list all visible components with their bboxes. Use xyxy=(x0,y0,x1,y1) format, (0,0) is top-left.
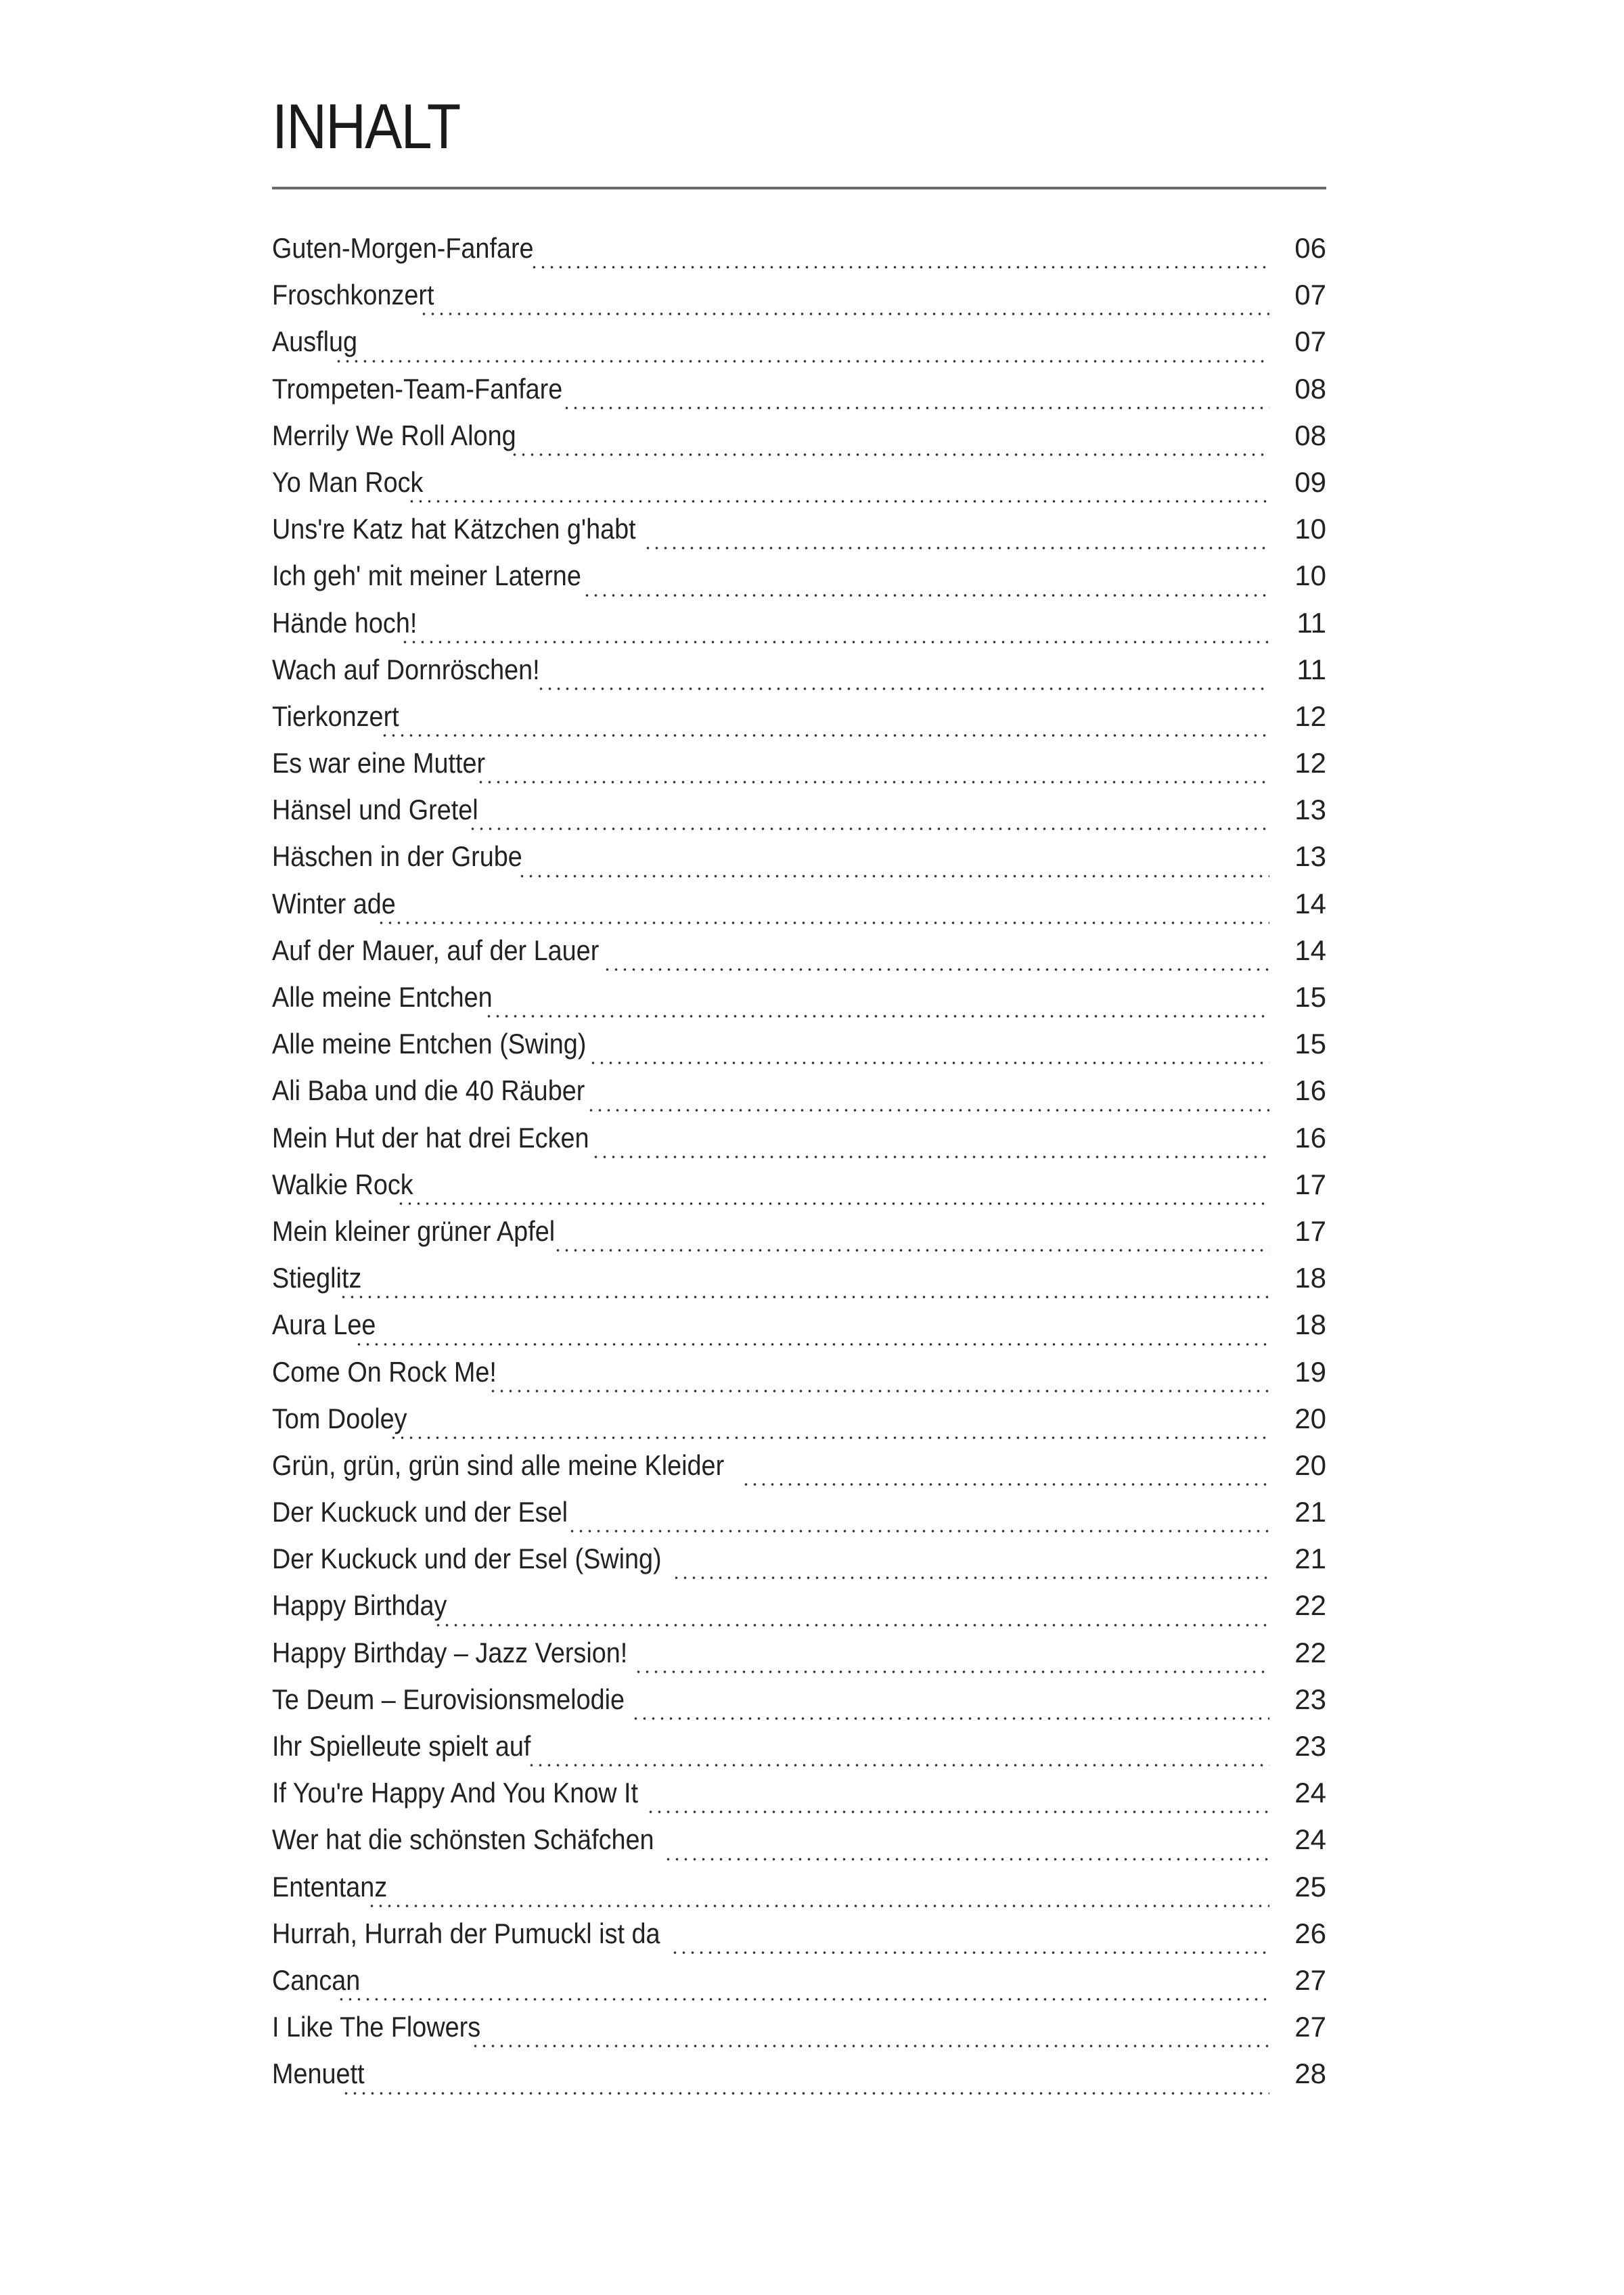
toc-entry-page: 27 xyxy=(1294,2011,1326,2043)
dot-leader xyxy=(671,1951,1269,1955)
dot-leader xyxy=(631,1717,1269,1721)
dot-leader xyxy=(420,312,1269,316)
toc-entry-title: Walkie Rock xyxy=(272,1168,413,1200)
toc-entry[interactable] xyxy=(272,1871,1326,1917)
toc-entry-title: If You're Happy And You Know It xyxy=(272,1777,639,1809)
dot-leader xyxy=(434,1623,1269,1627)
dot-leader xyxy=(554,1248,1269,1252)
toc-entry[interactable] xyxy=(272,466,1326,513)
toc-entry-title: Guten-Morgen-Fanfare xyxy=(272,232,534,264)
toc-entry-title: Wer hat die schönsten Schäfchen xyxy=(272,1823,654,1856)
toc-entry-page: 07 xyxy=(1294,325,1326,358)
toc-entry[interactable] xyxy=(272,2058,1326,2104)
dot-leader xyxy=(603,968,1269,972)
dot-leader xyxy=(407,499,1269,503)
dot-leader xyxy=(339,1295,1269,1299)
toc-entry[interactable] xyxy=(272,325,1326,372)
dot-leader xyxy=(397,1202,1269,1206)
dot-leader xyxy=(527,1763,1269,1767)
toc-entry-page: 17 xyxy=(1294,1168,1326,1200)
toc-entry-page: 16 xyxy=(1294,1121,1326,1154)
toc-entry-page: 25 xyxy=(1294,1870,1326,1903)
toc-entry-page: 15 xyxy=(1294,981,1326,1013)
toc-entry-page: 13 xyxy=(1294,794,1326,826)
toc-entry-title: Ententanz xyxy=(272,1870,388,1903)
toc-entry-title: Auf der Mauer, auf der Lauer xyxy=(272,934,600,966)
toc-entry[interactable] xyxy=(272,2011,1326,2058)
toc-entry-title: Ausflug xyxy=(272,325,358,358)
dot-leader xyxy=(377,921,1269,925)
toc-entry[interactable] xyxy=(272,373,1326,419)
dot-leader xyxy=(380,733,1269,737)
toc-entry-title: Hänsel und Gretel xyxy=(272,794,478,826)
toc-entry-page: 18 xyxy=(1294,1309,1326,1341)
dot-leader xyxy=(476,780,1269,784)
toc-entry[interactable] xyxy=(272,1543,1326,1589)
dot-leader xyxy=(484,1014,1269,1018)
toc-entry[interactable] xyxy=(272,279,1326,325)
toc-entry[interactable] xyxy=(272,1496,1326,1543)
toc-entry[interactable] xyxy=(272,1683,1326,1730)
toc-entry[interactable] xyxy=(272,934,1326,981)
toc-entry-title: Froschkonzert xyxy=(272,279,434,311)
dot-leader xyxy=(468,827,1269,831)
toc-entry-page: 26 xyxy=(1294,1917,1326,1949)
toc-entry-title: Es war eine Mutter xyxy=(272,747,486,779)
toc-entry-page: 23 xyxy=(1294,1730,1326,1762)
dot-leader xyxy=(489,1389,1269,1393)
dot-leader xyxy=(389,1436,1269,1440)
toc-entry-page: 17 xyxy=(1294,1214,1326,1247)
dot-leader xyxy=(530,265,1269,269)
toc-entry[interactable] xyxy=(272,513,1326,560)
dot-leader xyxy=(589,1061,1269,1065)
toc-entry[interactable] xyxy=(272,1637,1326,1683)
toc-entry-title: Te Deum – Eurovisionsmelodie xyxy=(272,1683,625,1715)
dot-leader xyxy=(510,453,1269,457)
toc-entry-page: 14 xyxy=(1294,887,1326,919)
toc-entry[interactable] xyxy=(272,794,1326,840)
toc-entry-page: 08 xyxy=(1294,372,1326,405)
dot-leader xyxy=(342,2091,1269,2095)
toc-entry-title: I Like The Flowers xyxy=(272,2011,481,2043)
toc-entry-title: Mein kleiner grüner Apfel xyxy=(272,1214,556,1247)
toc-entry-title: Tierkonzert xyxy=(272,700,399,732)
toc-entry-title: Trompeten-Team-Fanfare xyxy=(272,372,563,405)
toc-entry[interactable] xyxy=(272,1730,1326,1777)
dot-leader xyxy=(337,1997,1269,2001)
toc-entry[interactable] xyxy=(272,1964,1326,2011)
toc-entry-page: 07 xyxy=(1294,279,1326,311)
toc-entry-page: 11 xyxy=(1296,653,1326,685)
toc-entry[interactable] xyxy=(272,888,1326,934)
toc-entry[interactable] xyxy=(272,1215,1326,1262)
toc-entry[interactable] xyxy=(272,1028,1326,1074)
dot-leader xyxy=(401,640,1269,644)
toc-entry[interactable] xyxy=(272,232,1326,279)
dot-leader xyxy=(646,1810,1269,1814)
toc-entry-page: 27 xyxy=(1294,1963,1326,1996)
toc-entry-title: Yo Man Rock xyxy=(272,465,424,498)
toc-entry[interactable] xyxy=(272,1168,1326,1215)
toc-entry-title: Wach auf Dornröschen! xyxy=(272,653,540,685)
toc-entry-page: 18 xyxy=(1294,1262,1326,1294)
toc-entry-page: 23 xyxy=(1294,1683,1326,1715)
toc-entry-title: Aura Lee xyxy=(272,1309,376,1341)
toc-entry-title: Stieglitz xyxy=(272,1262,362,1294)
toc-entry-title: Der Kuckuck und der Esel (Swing) xyxy=(272,1543,662,1575)
toc-entry-title: Alle meine Entchen xyxy=(272,981,493,1013)
toc-entry-title: Der Kuckuck und der Esel xyxy=(272,1496,568,1528)
toc-entry-page: 10 xyxy=(1294,513,1326,545)
dot-leader xyxy=(583,593,1269,597)
toc-entry-page: 12 xyxy=(1294,700,1326,732)
toc-entry[interactable] xyxy=(272,1823,1326,1870)
toc-entry-title: Cancan xyxy=(272,1963,361,1996)
toc-entry-title: Ali Baba und die 40 Räuber xyxy=(272,1074,585,1107)
toc-entry[interactable] xyxy=(272,747,1326,794)
toc-entry[interactable] xyxy=(272,419,1326,466)
toc-entry[interactable] xyxy=(272,1122,1326,1168)
dot-leader xyxy=(537,687,1269,691)
toc-entry-title: Hurrah, Hurrah der Pumuckl ist da xyxy=(272,1917,660,1949)
dot-leader xyxy=(355,1342,1269,1346)
dot-leader xyxy=(664,1857,1269,1861)
toc-entry-page: 15 xyxy=(1294,1028,1326,1060)
toc-entry-page: 21 xyxy=(1294,1496,1326,1528)
dot-leader xyxy=(367,1904,1269,1908)
toc-entry[interactable] xyxy=(272,560,1326,606)
toc-entry-page: 20 xyxy=(1294,1449,1326,1481)
toc-entry[interactable] xyxy=(272,1403,1326,1449)
toc-entry-title: Alle meine Entchen (Swing) xyxy=(272,1028,587,1060)
toc-entry-page: 13 xyxy=(1294,840,1326,873)
toc-list xyxy=(272,232,1326,2105)
dot-leader xyxy=(568,1529,1269,1533)
toc-entry-title: Happy Birthday – Jazz Version! xyxy=(272,1636,628,1668)
toc-entry-title: Hände hoch! xyxy=(272,606,418,639)
toc-entry-page: 22 xyxy=(1294,1636,1326,1668)
toc-entry[interactable] xyxy=(272,1449,1326,1496)
toc-entry-title: Merrily We Roll Along xyxy=(272,419,516,451)
toc-entry[interactable] xyxy=(272,1589,1326,1636)
dot-leader xyxy=(644,546,1269,550)
title-divider xyxy=(272,187,1326,189)
toc-entry-page: 09 xyxy=(1294,465,1326,498)
toc-entry[interactable] xyxy=(272,840,1326,887)
toc-entry[interactable] xyxy=(272,1917,1326,1964)
toc-entry-title: Mein Hut der hat drei Ecken xyxy=(272,1121,589,1154)
toc-entry-title: Winter ade xyxy=(272,887,396,919)
dot-leader xyxy=(562,406,1269,410)
toc-entry-title: Grün, grün, grün sind alle meine Kleider xyxy=(272,1449,725,1481)
toc-entry[interactable] xyxy=(272,607,1326,654)
toc-entry-page: 08 xyxy=(1294,419,1326,451)
dot-leader xyxy=(742,1482,1269,1486)
toc-entry-title: Ihr Spielleute spielt auf xyxy=(272,1730,531,1762)
page-title: INHALT xyxy=(272,91,460,162)
toc-entry-page: 21 xyxy=(1294,1543,1326,1575)
toc-entry[interactable] xyxy=(272,1074,1326,1121)
toc-entry-page: 12 xyxy=(1294,747,1326,779)
toc-entry-page: 24 xyxy=(1294,1823,1326,1856)
dot-leader xyxy=(634,1670,1269,1674)
toc-entry-page: 06 xyxy=(1294,232,1326,264)
dot-leader xyxy=(591,1155,1269,1159)
toc-entry-title: Come On Rock Me! xyxy=(272,1355,497,1388)
toc-entry-page: 19 xyxy=(1294,1355,1326,1388)
toc-entry-page: 28 xyxy=(1294,2058,1326,2090)
toc-entry-page: 10 xyxy=(1294,560,1326,592)
toc-entry[interactable] xyxy=(272,981,1326,1028)
dot-leader xyxy=(334,359,1269,363)
toc-entry-title: Menuett xyxy=(272,2058,365,2090)
toc-entry-page: 16 xyxy=(1294,1074,1326,1107)
dot-leader xyxy=(672,1576,1269,1580)
toc-entry[interactable] xyxy=(272,1356,1326,1403)
toc-entry-title: Happy Birthday xyxy=(272,1589,447,1622)
dot-leader xyxy=(587,1108,1269,1112)
dot-leader xyxy=(518,874,1269,878)
toc-entry-page: 14 xyxy=(1294,934,1326,966)
toc-entry-title: Häschen in der Grube xyxy=(272,840,522,873)
toc-entry-page: 22 xyxy=(1294,1589,1326,1622)
toc-entry-title: Ich geh' mit meiner Laterne xyxy=(272,560,581,592)
toc-entry[interactable] xyxy=(272,700,1326,747)
toc-entry[interactable] xyxy=(272,1777,1326,1823)
toc-entry[interactable] xyxy=(272,1309,1326,1355)
toc-entry-title: Tom Dooley xyxy=(272,1402,407,1434)
toc-entry-page: 20 xyxy=(1294,1402,1326,1434)
toc-entry-page: 11 xyxy=(1296,606,1326,639)
dot-leader xyxy=(471,2044,1269,2048)
toc-entry[interactable] xyxy=(272,654,1326,700)
toc-entry-page: 24 xyxy=(1294,1777,1326,1809)
toc-entry-title: Uns're Katz hat Kätzchen g'habt xyxy=(272,513,636,545)
toc-entry[interactable] xyxy=(272,1262,1326,1309)
